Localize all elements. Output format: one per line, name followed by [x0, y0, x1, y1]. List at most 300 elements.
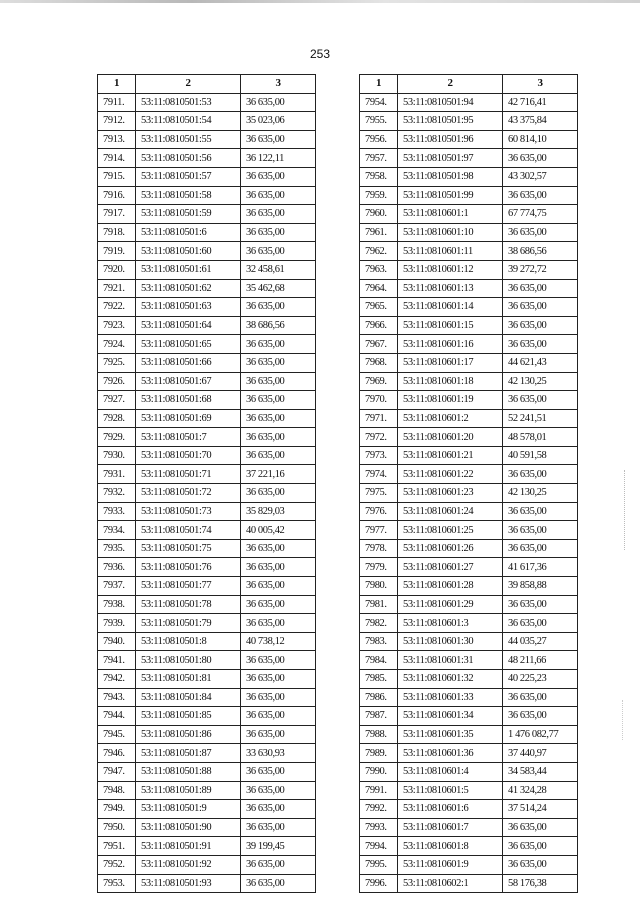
- cadastral-value: 36 635,00: [241, 874, 316, 893]
- cadastral-number: 53:11:0810501:88: [136, 762, 241, 781]
- cadastral-value: 37 514,24: [503, 800, 578, 819]
- cadastral-number: 53:11:0810601:5: [398, 781, 503, 800]
- table-row: [98, 577, 316, 596]
- cadastral-value: 36 635,00: [503, 279, 578, 298]
- cadastral-number: 53:11:0810501:67: [136, 372, 241, 391]
- cadastral-value: 40 005,42: [241, 521, 316, 540]
- cadastral-number: 53:11:0810501:86: [136, 725, 241, 744]
- cadastral-value: 36 635,00: [503, 818, 578, 837]
- row-number: 7985.: [360, 670, 398, 689]
- cadastral-number: 53:11:0810601:6: [398, 800, 503, 819]
- table-row: [98, 874, 316, 893]
- row-number: 7983.: [360, 632, 398, 651]
- row-number: 7981.: [360, 595, 398, 614]
- row-number: 7916.: [98, 186, 136, 205]
- cadastral-value: 44 621,43: [503, 353, 578, 372]
- cadastral-value: 36 635,00: [241, 818, 316, 837]
- cadastral-value: 36 635,00: [503, 837, 578, 856]
- row-number: 7921.: [98, 279, 136, 298]
- table-row: [360, 465, 578, 484]
- table-row: [360, 614, 578, 633]
- cadastral-number: 53:11:0810501:85: [136, 707, 241, 726]
- cadastral-value: 36 635,00: [503, 688, 578, 707]
- row-number: 7912.: [98, 112, 136, 131]
- row-number: 7989.: [360, 744, 398, 763]
- cadastral-value: 43 302,57: [503, 167, 578, 186]
- table-row: [98, 130, 316, 149]
- table-row: [98, 223, 316, 242]
- page-number: 253: [309, 47, 331, 61]
- cadastral-value: 36 635,00: [241, 391, 316, 410]
- cadastral-number: 53:11:0810501:64: [136, 316, 241, 335]
- cadastral-value: 36 635,00: [241, 670, 316, 689]
- row-number: 7967.: [360, 335, 398, 354]
- cadastral-number: 53:11:0810601:25: [398, 521, 503, 540]
- row-number: 7980.: [360, 577, 398, 596]
- table-row: [98, 167, 316, 186]
- cadastral-number: 53:11:0810501:53: [136, 93, 241, 112]
- cadastral-number: 53:11:0810601:12: [398, 260, 503, 279]
- cadastral-number: 53:11:0810501:7: [136, 428, 241, 447]
- cadastral-value: 36 635,00: [503, 521, 578, 540]
- table-row: [98, 93, 316, 112]
- row-number: 7990.: [360, 762, 398, 781]
- row-number: 7996.: [360, 874, 398, 893]
- table-row: [98, 372, 316, 391]
- table-row: [360, 298, 578, 317]
- table-row: [360, 502, 578, 521]
- cadastral-number: 53:11:0810501:57: [136, 167, 241, 186]
- cadastral-value: 1 476 082,77: [503, 725, 578, 744]
- table-row: [98, 632, 316, 651]
- column-header-2: 2: [136, 75, 241, 94]
- cadastral-number: 53:11:0810601:34: [398, 707, 503, 726]
- row-number: 7913.: [98, 130, 136, 149]
- cadastral-number: 53:11:0810501:58: [136, 186, 241, 205]
- cadastral-value: 36 635,00: [241, 335, 316, 354]
- cadastral-value: 36 635,00: [241, 539, 316, 558]
- cadastral-value: 36 635,00: [241, 298, 316, 317]
- cadastral-value: 36 635,00: [241, 93, 316, 112]
- row-number: 7935.: [98, 539, 136, 558]
- table-row: [98, 298, 316, 317]
- table-row: [98, 744, 316, 763]
- table-row: [360, 539, 578, 558]
- cadastral-value: 36 635,00: [241, 725, 316, 744]
- cadastral-value: 36 635,00: [241, 855, 316, 874]
- row-number: 7926.: [98, 372, 136, 391]
- cadastral-value: 36 635,00: [503, 298, 578, 317]
- cadastral-value: 36 122,11: [241, 149, 316, 168]
- cadastral-value: 36 635,00: [241, 223, 316, 242]
- row-number: 7960.: [360, 205, 398, 224]
- cadastral-value: 36 635,00: [503, 316, 578, 335]
- cadastral-value: 39 858,88: [503, 577, 578, 596]
- cadastral-value: 36 635,00: [241, 651, 316, 670]
- cadastral-value: 36 635,00: [241, 688, 316, 707]
- cadastral-number: 53:11:0810601:23: [398, 484, 503, 503]
- cadastral-value: 36 635,00: [503, 614, 578, 633]
- table-row: [360, 874, 578, 893]
- table-row: [98, 558, 316, 577]
- row-number: 7979.: [360, 558, 398, 577]
- cadastral-value: 36 635,00: [241, 707, 316, 726]
- row-number: 7933.: [98, 502, 136, 521]
- cadastral-number: 53:11:0810601:13: [398, 279, 503, 298]
- cadastral-value: 40 225,23: [503, 670, 578, 689]
- table-row: [360, 744, 578, 763]
- cadastral-value: 36 635,00: [241, 372, 316, 391]
- table-row: [360, 670, 578, 689]
- cadastral-number: 53:11:0810601:26: [398, 539, 503, 558]
- cadastral-value: 35 462,68: [241, 279, 316, 298]
- cadastral-number: 53:11:0810601:10: [398, 223, 503, 242]
- row-number: 7931.: [98, 465, 136, 484]
- cadastral-number: 53:11:0810501:74: [136, 521, 241, 540]
- cadastral-number: 53:11:0810501:61: [136, 260, 241, 279]
- table-row: [98, 521, 316, 540]
- cadastral-value: 36 635,00: [503, 223, 578, 242]
- table-row: [98, 837, 316, 856]
- row-number: 7911.: [98, 93, 136, 112]
- cadastral-value: 36 635,00: [241, 595, 316, 614]
- cadastral-value: 36 635,00: [503, 502, 578, 521]
- cadastral-value: 38 686,56: [503, 242, 578, 261]
- table-row: [98, 539, 316, 558]
- cadastral-value: 60 814,10: [503, 130, 578, 149]
- cadastral-value: 42 130,25: [503, 372, 578, 391]
- cadastral-value: 36 635,00: [241, 614, 316, 633]
- table-row: [98, 688, 316, 707]
- cadastral-number: 53:11:0810601:19: [398, 391, 503, 410]
- row-number: 7950.: [98, 818, 136, 837]
- row-number: 7914.: [98, 149, 136, 168]
- table-row: [98, 112, 316, 131]
- right-table-body: [360, 93, 578, 893]
- scan-artifact: [622, 700, 624, 740]
- table-row: [360, 707, 578, 726]
- table-row: [360, 260, 578, 279]
- row-number: 7941.: [98, 651, 136, 670]
- cadastral-number: 53:11:0810501:94: [398, 93, 503, 112]
- cadastral-number: 53:11:0810501:98: [398, 167, 503, 186]
- cadastral-value: 36 635,00: [241, 558, 316, 577]
- cadastral-number: 53:11:0810501:84: [136, 688, 241, 707]
- cadastral-value: 36 635,00: [241, 186, 316, 205]
- cadastral-number: 53:11:0810601:17: [398, 353, 503, 372]
- table-row: [98, 391, 316, 410]
- cadastral-number: 53:11:0810501:65: [136, 335, 241, 354]
- table-row: [98, 670, 316, 689]
- cadastral-value: 36 635,00: [241, 130, 316, 149]
- row-number: 7927.: [98, 391, 136, 410]
- column-header-1: 1: [98, 75, 136, 94]
- table-row: [98, 818, 316, 837]
- cadastral-value: 37 221,16: [241, 465, 316, 484]
- cadastral-number: 53:11:0810601:22: [398, 465, 503, 484]
- cadastral-number: 53:11:0810501:96: [398, 130, 503, 149]
- cadastral-value: 39 199,45: [241, 837, 316, 856]
- table-row: [98, 279, 316, 298]
- row-number: 7995.: [360, 855, 398, 874]
- table-row: [360, 577, 578, 596]
- row-number: 7930.: [98, 446, 136, 465]
- cadastral-number: 53:11:0810601:15: [398, 316, 503, 335]
- row-number: 7947.: [98, 762, 136, 781]
- cadastral-number: 53:11:0810601:3: [398, 614, 503, 633]
- cadastral-value: 36 635,00: [503, 391, 578, 410]
- row-number: 7924.: [98, 335, 136, 354]
- cadastral-value: 36 635,00: [503, 149, 578, 168]
- table-row: [98, 707, 316, 726]
- table-row: [98, 186, 316, 205]
- cadastral-value: 36 635,00: [241, 577, 316, 596]
- cadastral-number: 53:11:0810501:91: [136, 837, 241, 856]
- cadastral-number: 53:11:0810601:16: [398, 335, 503, 354]
- table-row: [360, 521, 578, 540]
- row-number: 7977.: [360, 521, 398, 540]
- cadastral-value: 36 635,00: [241, 409, 316, 428]
- row-number: 7955.: [360, 112, 398, 131]
- table-row: [360, 149, 578, 168]
- row-number: 7961.: [360, 223, 398, 242]
- row-number: 7953.: [98, 874, 136, 893]
- cadastral-value: 32 458,61: [241, 260, 316, 279]
- cadastral-number: 53:11:0810501:68: [136, 391, 241, 410]
- table-row: [360, 409, 578, 428]
- row-number: 7943.: [98, 688, 136, 707]
- row-number: 7917.: [98, 205, 136, 224]
- cadastral-value: 38 686,56: [241, 316, 316, 335]
- row-number: 7951.: [98, 837, 136, 856]
- column-header-2: 2: [398, 75, 503, 94]
- table-row: [360, 130, 578, 149]
- row-number: 7959.: [360, 186, 398, 205]
- column-header-1: 1: [360, 75, 398, 94]
- cadastral-number: 53:11:0810501:63: [136, 298, 241, 317]
- row-number: 7957.: [360, 149, 398, 168]
- cadastral-number: 53:11:0810501:69: [136, 409, 241, 428]
- row-number: 7958.: [360, 167, 398, 186]
- row-number: 7975.: [360, 484, 398, 503]
- cadastral-value: 44 035,27: [503, 632, 578, 651]
- table-row: [360, 391, 578, 410]
- row-number: 7994.: [360, 837, 398, 856]
- row-number: 7956.: [360, 130, 398, 149]
- cadastral-number: 53:11:0810501:99: [398, 186, 503, 205]
- cadastral-value: 48 211,66: [503, 651, 578, 670]
- table-row: [98, 484, 316, 503]
- table-row: [98, 762, 316, 781]
- cadastral-number: 53:11:0810501:76: [136, 558, 241, 577]
- table-row: [360, 428, 578, 447]
- cadastral-value: 35 829,03: [241, 502, 316, 521]
- table-row: [98, 353, 316, 372]
- cadastral-number: 53:11:0810501:71: [136, 465, 241, 484]
- table-row: [360, 781, 578, 800]
- table-header-row: [98, 75, 316, 94]
- table-row: [98, 428, 316, 447]
- cadastral-number: 53:11:0810601:4: [398, 762, 503, 781]
- table-row: [98, 465, 316, 484]
- row-number: 7949.: [98, 800, 136, 819]
- cadastral-number: 53:11:0810501:56: [136, 149, 241, 168]
- cadastral-number: 53:11:0810501:81: [136, 670, 241, 689]
- row-number: 7952.: [98, 855, 136, 874]
- table-row: [360, 223, 578, 242]
- row-number: 7938.: [98, 595, 136, 614]
- table-row: [360, 279, 578, 298]
- table-row: [98, 855, 316, 874]
- cadastral-number: 53:11:0810601:31: [398, 651, 503, 670]
- cadastral-value: 35 023,06: [241, 112, 316, 131]
- row-number: 7932.: [98, 484, 136, 503]
- row-number: 7968.: [360, 353, 398, 372]
- cadastral-value: 67 774,75: [503, 205, 578, 224]
- cadastral-number: 53:11:0810601:2: [398, 409, 503, 428]
- row-number: 7923.: [98, 316, 136, 335]
- row-number: 7986.: [360, 688, 398, 707]
- cadastral-number: 53:11:0810601:27: [398, 558, 503, 577]
- table-row: [98, 614, 316, 633]
- row-number: 7918.: [98, 223, 136, 242]
- cadastral-value: 36 635,00: [503, 465, 578, 484]
- cadastral-number: 53:11:0810501:79: [136, 614, 241, 633]
- cadastral-number: 53:11:0810501:59: [136, 205, 241, 224]
- row-number: 7965.: [360, 298, 398, 317]
- row-number: 7988.: [360, 725, 398, 744]
- table-row: [360, 651, 578, 670]
- cadastral-number: 53:11:0810602:1: [398, 874, 503, 893]
- row-number: 7936.: [98, 558, 136, 577]
- cadastral-value: 42 130,25: [503, 484, 578, 503]
- table-row: [98, 149, 316, 168]
- cadastral-number: 53:11:0810501:92: [136, 855, 241, 874]
- cadastral-number: 53:11:0810601:18: [398, 372, 503, 391]
- table-row: [360, 818, 578, 837]
- row-number: 7942.: [98, 670, 136, 689]
- column-header-3: 3: [241, 75, 316, 94]
- row-number: 7978.: [360, 539, 398, 558]
- right-table: [359, 74, 578, 893]
- cadastral-number: 53:11:0810601:33: [398, 688, 503, 707]
- cadastral-number: 53:11:0810601:28: [398, 577, 503, 596]
- cadastral-value: 43 375,84: [503, 112, 578, 131]
- cadastral-value: 39 272,72: [503, 260, 578, 279]
- table-row: [360, 558, 578, 577]
- table-row: [360, 316, 578, 335]
- table-row: [98, 595, 316, 614]
- cadastral-value: 58 176,38: [503, 874, 578, 893]
- table-row: [360, 595, 578, 614]
- table-row: [360, 762, 578, 781]
- row-number: 7971.: [360, 409, 398, 428]
- table-row: [98, 781, 316, 800]
- table-row: [360, 186, 578, 205]
- cadastral-value: 36 635,00: [503, 855, 578, 874]
- scan-edge: [0, 0, 640, 3]
- cadastral-number: 53:11:0810601:14: [398, 298, 503, 317]
- column-header-3: 3: [503, 75, 578, 94]
- table-row: [360, 855, 578, 874]
- cadastral-value: 36 635,00: [241, 762, 316, 781]
- table-row: [360, 632, 578, 651]
- cadastral-value: 36 635,00: [503, 335, 578, 354]
- table-row: [98, 242, 316, 261]
- table-row: [360, 688, 578, 707]
- cadastral-number: 53:11:0810601:11: [398, 242, 503, 261]
- cadastral-value: 40 738,12: [241, 632, 316, 651]
- cadastral-number: 53:11:0810601:21: [398, 446, 503, 465]
- row-number: 7969.: [360, 372, 398, 391]
- cadastral-value: 36 635,00: [241, 484, 316, 503]
- table-row: [360, 372, 578, 391]
- row-number: 7948.: [98, 781, 136, 800]
- cadastral-number: 53:11:0810501:89: [136, 781, 241, 800]
- row-number: 7919.: [98, 242, 136, 261]
- row-number: 7934.: [98, 521, 136, 540]
- cadastral-number: 53:11:0810501:73: [136, 502, 241, 521]
- cadastral-value: 36 635,00: [241, 242, 316, 261]
- row-number: 7984.: [360, 651, 398, 670]
- cadastral-number: 53:11:0810501:95: [398, 112, 503, 131]
- cadastral-number: 53:11:0810601:36: [398, 744, 503, 763]
- cadastral-value: 36 635,00: [241, 781, 316, 800]
- cadastral-number: 53:11:0810501:77: [136, 577, 241, 596]
- cadastral-value: 36 635,00: [503, 707, 578, 726]
- row-number: 7937.: [98, 577, 136, 596]
- cadastral-number: 53:11:0810601:32: [398, 670, 503, 689]
- table-row: [360, 205, 578, 224]
- cadastral-number: 53:11:0810501:70: [136, 446, 241, 465]
- table-row: [360, 446, 578, 465]
- row-number: 7954.: [360, 93, 398, 112]
- cadastral-number: 53:11:0810501:60: [136, 242, 241, 261]
- row-number: 7915.: [98, 167, 136, 186]
- left-table: [97, 74, 316, 893]
- table-row: [360, 167, 578, 186]
- row-number: 7972.: [360, 428, 398, 447]
- table-row: [98, 446, 316, 465]
- cadastral-number: 53:11:0810601:8: [398, 837, 503, 856]
- row-number: 7976.: [360, 502, 398, 521]
- row-number: 7966.: [360, 316, 398, 335]
- cadastral-value: 36 635,00: [241, 800, 316, 819]
- row-number: 7993.: [360, 818, 398, 837]
- row-number: 7922.: [98, 298, 136, 317]
- table-row: [360, 800, 578, 819]
- cadastral-value: 36 635,00: [241, 428, 316, 447]
- row-number: 7964.: [360, 279, 398, 298]
- cadastral-number: 53:11:0810501:8: [136, 632, 241, 651]
- cadastral-value: 33 630,93: [241, 744, 316, 763]
- cadastral-number: 53:11:0810601:1: [398, 205, 503, 224]
- row-number: 7944.: [98, 707, 136, 726]
- cadastral-value: 36 635,00: [503, 595, 578, 614]
- cadastral-number: 53:11:0810501:72: [136, 484, 241, 503]
- table-row: [360, 837, 578, 856]
- cadastral-value: 40 591,58: [503, 446, 578, 465]
- cadastral-number: 53:11:0810501:97: [398, 149, 503, 168]
- cadastral-value: 52 241,51: [503, 409, 578, 428]
- table-row: [98, 260, 316, 279]
- cadastral-number: 53:11:0810501:55: [136, 130, 241, 149]
- row-number: 7945.: [98, 725, 136, 744]
- cadastral-number: 53:11:0810501:78: [136, 595, 241, 614]
- table-row: [98, 800, 316, 819]
- table-row: [98, 316, 316, 335]
- cadastral-number: 53:11:0810501:75: [136, 539, 241, 558]
